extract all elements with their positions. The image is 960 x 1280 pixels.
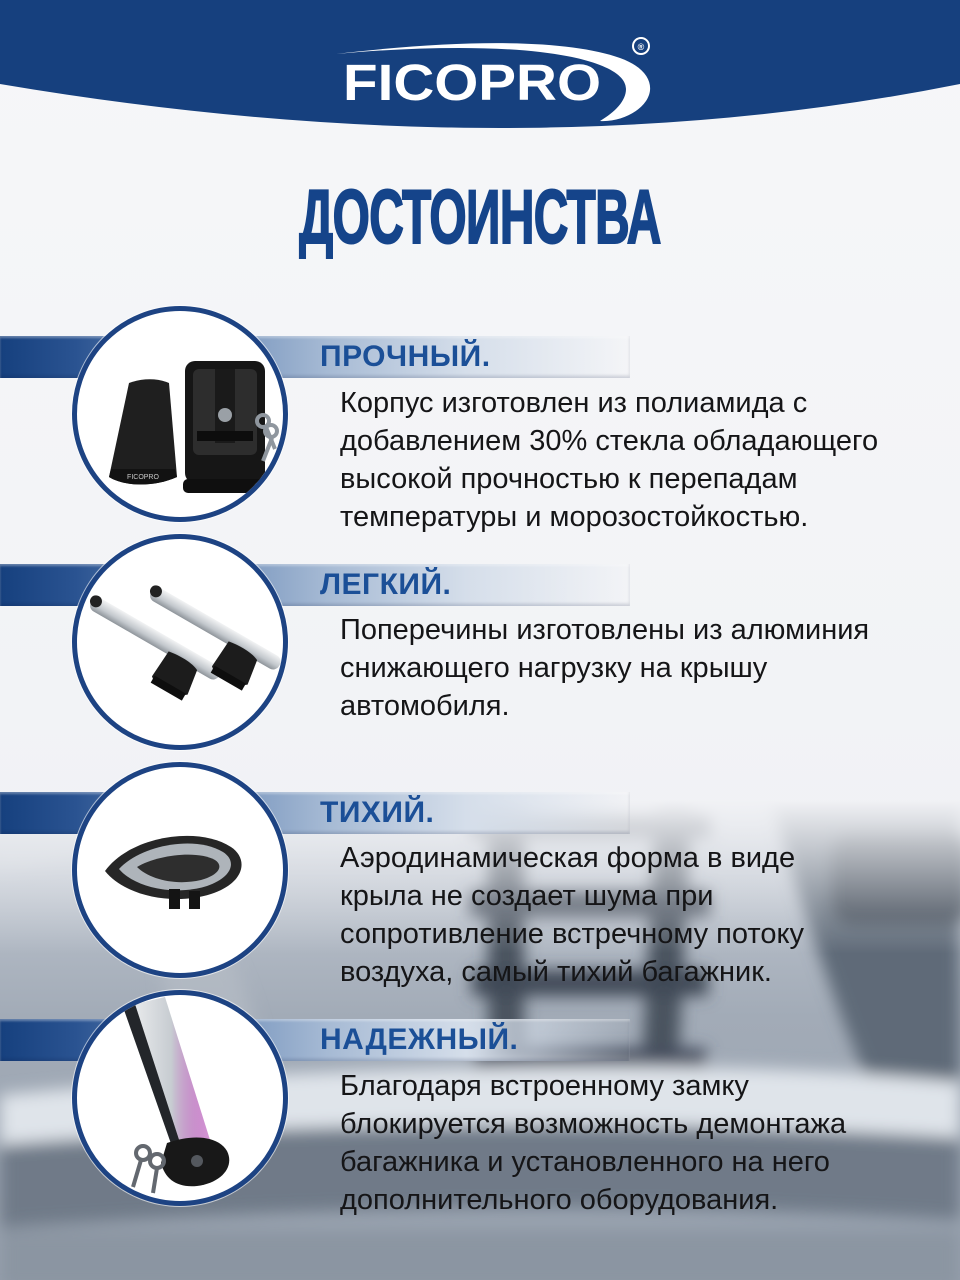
- body-line: крыла не создает шума при: [340, 880, 714, 912]
- pad-brand-label: FICOPRO: [127, 474, 159, 481]
- lock-cylinder: [191, 1155, 203, 1167]
- product-photo-circle-light: [72, 534, 288, 750]
- roof-rack-foot-and-keys-image: [77, 311, 283, 517]
- body-line: блокируется возможность демонтажа: [340, 1108, 847, 1140]
- lock-and-keys-image: [77, 995, 283, 1201]
- clip-2: [189, 891, 200, 909]
- body-line: сопротивление встречному потоку: [340, 918, 804, 950]
- section-body-reliable: [340, 1067, 900, 1219]
- body-line: Корпус изготовлен из полиамида с: [340, 387, 808, 419]
- keys: [133, 1146, 164, 1193]
- section-body-durable: [340, 384, 900, 536]
- body-line: Поперечины изготовлены из алюминия: [340, 614, 870, 646]
- foot-base: [183, 479, 267, 493]
- foot-clamp: [197, 431, 253, 441]
- wing-profile-image: [77, 767, 283, 973]
- body-line: воздуха, самый тихий багажник.: [340, 956, 772, 988]
- body-line: температуры и морозостойкостью.: [340, 501, 809, 533]
- clip-1: [169, 889, 180, 909]
- section-heading-light: ЛЕГКИЙ.: [320, 568, 452, 601]
- foot-bolt: [218, 408, 232, 422]
- header-banner: [0, 0, 960, 175]
- crossbar-1: [77, 593, 224, 710]
- product-photo-circle-durable: [72, 306, 288, 522]
- page-title: ДОСТОИНСТВА: [299, 175, 661, 260]
- two-crossbars-image: [77, 539, 283, 745]
- registered-mark: ®: [637, 42, 645, 52]
- body-line: Аэродинамическая форма в виде: [340, 842, 796, 874]
- body-line: багажника и установленного на него: [340, 1146, 830, 1178]
- body-line: автомобиля.: [340, 690, 510, 722]
- section-body-quiet: [340, 839, 900, 991]
- section-body-light: [340, 611, 900, 725]
- section-heading-durable: ПРОЧНЫЙ.: [320, 340, 491, 373]
- section-heading-quiet: ТИХИЙ.: [320, 796, 435, 829]
- body-line: Благодаря встроенному замку: [340, 1070, 749, 1102]
- product-photo-circle-quiet: [72, 762, 288, 978]
- body-line: добавлением 30% стекла обладающего: [340, 425, 879, 457]
- body-line: снижающего нагрузку на крышу: [340, 652, 768, 684]
- product-photo-circle-reliable: [72, 990, 288, 1206]
- cover-pad: [109, 379, 177, 484]
- logo-text: FICOPRO: [343, 54, 601, 111]
- body-line: высокой прочностью к перепадам: [340, 463, 798, 495]
- section-heading-reliable: НАДЕЖНЫЙ.: [320, 1023, 519, 1056]
- body-line: дополнительного оборудования.: [340, 1184, 779, 1216]
